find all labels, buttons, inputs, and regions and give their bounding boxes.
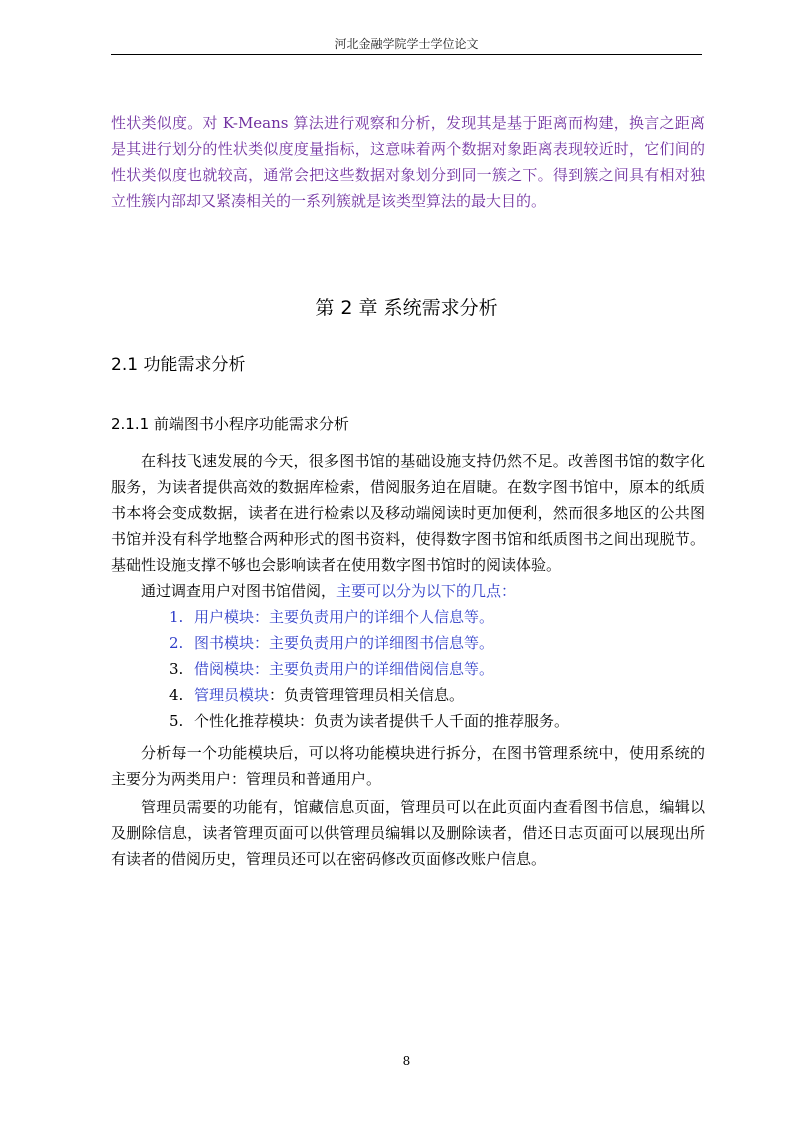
list-item-number: 2. [169,634,184,652]
list-item [169,708,569,734]
module-list [169,604,569,734]
header-rule [111,54,702,55]
list-item-text: 用户模块：主要负责用户的详细个人信息等。 [194,608,495,626]
list-item-number: 5. [169,712,184,730]
list-item-text: 个性化推荐模块：负责为读者提供千人千面的推荐服务。 [194,712,570,730]
list-item [169,656,569,682]
list-item-name: 借阅模块 [194,660,255,678]
list-item-number: 1. [169,608,184,626]
subsection-title: 2.1.1 前端图书小程序功能需求分析 [111,415,349,433]
list-item-number: 3. [169,660,184,678]
body-paragraph-3: 管理员需要的功能有，馆藏信息页面，管理员可以在此页面内查看图书信息，编辑以及删除信息，读者管理页面可以供管理员编辑以及删除读者，借还日志页面可以展现出所有读者的借阅历史，管理员还可以在密码修改页面修改账户信息。 [111,798,705,868]
body-paragraph-1: 在科技飞速发展的今天，很多图书馆的基础设施支持仍然不足。改善图书馆的数字化服务，为读者提供高效的数据库检索，借阅服务迫在眉睫。在数字图书馆中，原本的纸质书本将会变成数据，读者在进行检索以及移动端阅读时更加便利，然而很多地区的公共图书馆并没有科学地整合两种形式的图书资料，使得数字图书馆和纸质图书之间出现脱节。基础性设施支撑不够也会影响读者在使用数字图书馆时的阅读体验。 [111,452,705,574]
list-item [169,630,569,656]
section-title: 2.1 功能需求分析 [111,355,246,375]
list-intro-highlight: 主要可以分为以下的几点： [336,582,517,600]
list-item-text: ：负责管理管理员相关信息。 [269,686,465,704]
intro-paragraph: 性状类似度。对 K-Means 算法进行观察和分析，发现其是基于距离而构建，换言之距离是其进行划分的性状类似度度量指标，这意味着两个数据对象距离表现较近时，它们间的性状类似度也就较高，通常会把这些数据对象划分到同一簇之下。得到簇之间具有相对独立性簇内部却又紧凑相关的一系列簇就是该类型算法的最大目的。 [111,114,705,210]
page-header: 河北金融学院学士学位论文 [334,37,479,51]
body-paragraph-2: 分析每一个功能模块后，可以将功能模块进行拆分，在图书管理系统中，使用系统的主要分为两类用户：管理员和普通用户。 [111,744,705,788]
list-item-text: 图书模块：主要负责用户的详细图书信息等。 [194,634,495,652]
list-intro-plain: 通过调查用户对图书馆借阅， [141,582,337,600]
list-intro [111,578,705,604]
list-item-name: 管理员模块 [194,686,270,704]
list-item [169,604,569,630]
list-item-text: ：主要负责用户的详细借阅信息等。 [254,660,495,678]
page-number: 8 [402,1054,411,1068]
list-item-number: 4. [169,686,184,704]
chapter-title: 第 2 章 系统需求分析 [315,297,498,319]
list-item [169,682,569,708]
